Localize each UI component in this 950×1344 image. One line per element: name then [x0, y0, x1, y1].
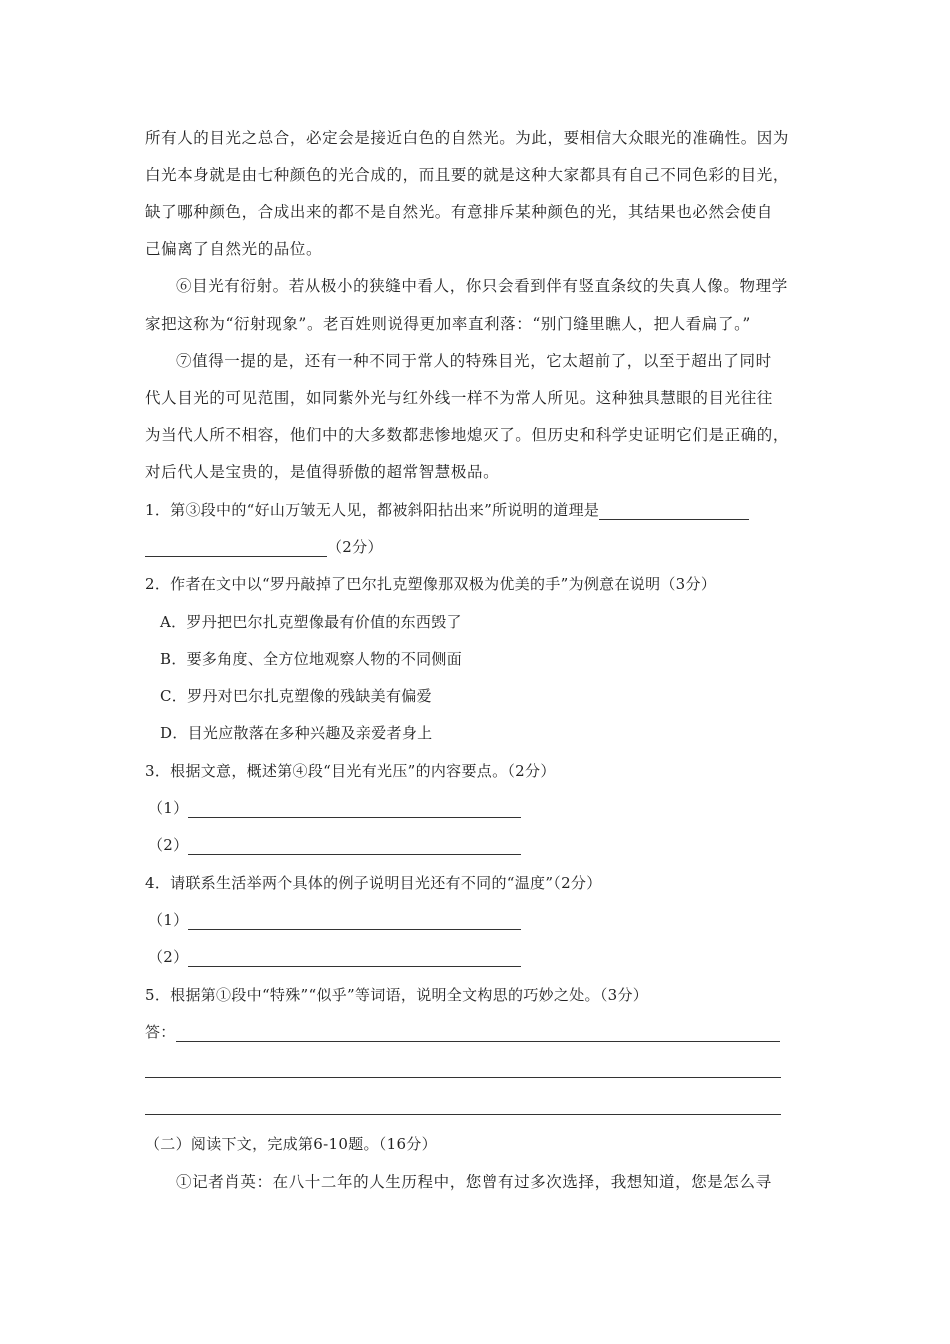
section-2-heading: （二）阅读下文，完成第6-10题。（16分）	[145, 1135, 437, 1153]
item-number: （1）	[148, 911, 189, 929]
question-1	[145, 500, 749, 520]
passage-line: 白光本身就是由七种颜色的光合成的，而且要的就是这种大家都具有自己不同色彩的目光，	[145, 166, 790, 184]
answer-blank[interactable]	[176, 1025, 780, 1042]
passage-paragraph-7: ⑦值得一提的是，还有一种不同于常人的特殊目光，它太超前了，以至于超出了同时	[176, 352, 772, 370]
answer-blank[interactable]	[188, 838, 521, 855]
section-2-first-line: ①记者肖英：在八十二年的人生历程中，您曾有过多次选择，我想知道，您是怎么寻	[176, 1173, 772, 1191]
question-3-item-2	[148, 835, 521, 855]
question-3: 3．根据文意，概述第④段“目光有光压”的内容要点。（2分）	[145, 762, 556, 780]
passage-line: 代人目光的可见范围，如同紫外光与红外线一样不为常人所见。这种独具慧眼的目光往往	[145, 389, 773, 407]
question-4-item-1	[148, 910, 521, 930]
option-b[interactable]: B．要多角度、全方位地观察人物的不同侧面	[160, 650, 463, 668]
answer-blank[interactable]	[188, 950, 521, 967]
question-5-answer	[145, 1022, 780, 1042]
passage-line: 为当代人所不相容，他们中的大多数都悲惨地熄灭了。但历史和科学史证明它们是正确的，	[145, 426, 790, 444]
answer-label: 答：	[145, 1023, 176, 1041]
item-number: （2）	[148, 836, 189, 854]
question-4-item-2	[148, 947, 521, 967]
option-d[interactable]: D．目光应散落在多种兴趣及亲爱者身上	[160, 724, 433, 742]
question-2: 2．作者在文中以“罗丹敲掉了巴尔扎克塑像那双极为优美的手”为例意在说明（3分）	[145, 575, 717, 593]
answer-blank[interactable]	[145, 540, 327, 557]
answer-blank[interactable]	[188, 913, 521, 930]
passage-line: 己偏离了自然光的品位。	[145, 240, 323, 258]
question-1-points: （2分）	[327, 538, 383, 556]
question-1-text: 1．第③段中的“好山万皱无人见，都被斜阳拈出来”所说明的道理是	[145, 501, 600, 519]
passage-line: 家把这称为“衍射现象”。老百姓则说得更加率直利落：“别门缝里瞧人，把人看扁了。”	[145, 315, 751, 333]
question-5: 5．根据第①段中“特殊”“似乎”等词语，说明全文构思的巧妙之处。（3分）	[145, 986, 649, 1004]
question-1-continuation	[145, 537, 383, 557]
passage-line: 对后代人是宝贵的，是值得骄傲的超常智慧极品。	[145, 463, 500, 481]
passage-line: 缺了哪种颜色，合成出来的都不是自然光。有意排斥某种颜色的光，其结果也必然会使自	[145, 203, 773, 221]
passage-paragraph-6: ⑥目光有衍射。若从极小的狭缝中看人，你只会看到伴有竖直条纹的失真人像。物理学	[176, 277, 788, 295]
option-a[interactable]: A．罗丹把巴尔扎克塑像最有价值的东西毁了	[160, 613, 462, 631]
answer-line[interactable]	[145, 1077, 781, 1078]
passage-line: 所有人的目光之总合，必定会是接近白色的自然光。为此，要相信大众眼光的准确性。因为	[145, 129, 790, 147]
answer-line[interactable]	[145, 1114, 781, 1115]
item-number: （1）	[148, 799, 189, 817]
answer-blank[interactable]	[599, 503, 749, 520]
option-c[interactable]: C．罗丹对巴尔扎克塑像的残缺美有偏爱	[160, 687, 432, 705]
question-3-item-1	[148, 798, 521, 818]
answer-blank[interactable]	[188, 801, 521, 818]
question-4: 4．请联系生活举两个具体的例子说明目光还有不同的“温度”（2分）	[145, 874, 602, 892]
item-number: （2）	[148, 948, 189, 966]
